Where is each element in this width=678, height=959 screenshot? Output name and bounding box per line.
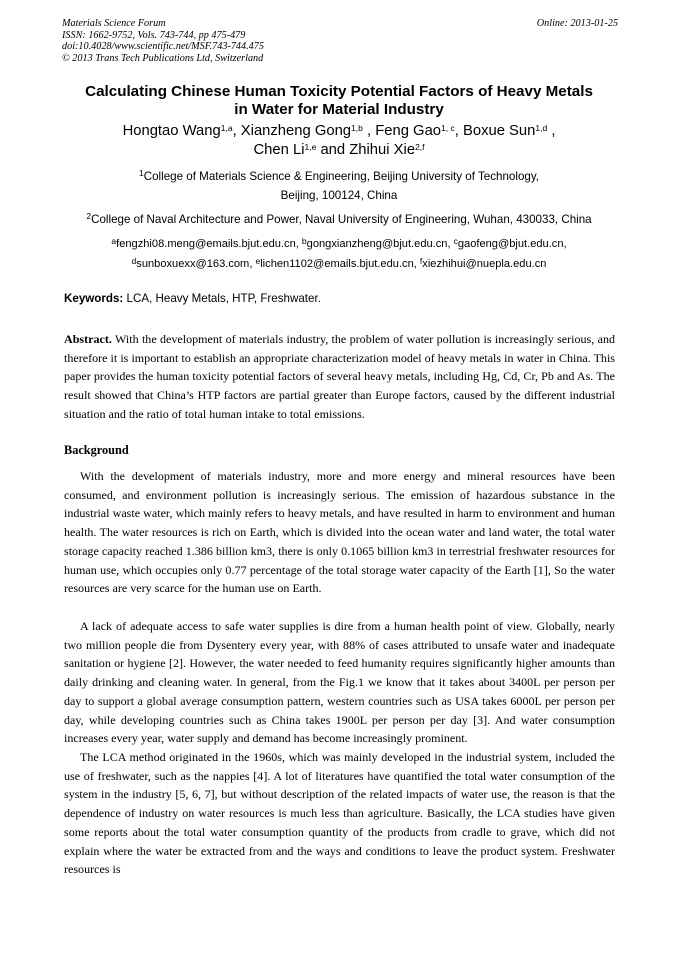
email-address[interactable]: gongxianzheng@bjut.edu.cn [306, 238, 448, 250]
journal-header [62, 18, 618, 64]
author-sup: 1,b [351, 123, 363, 133]
author-name: Boxue Sun [462, 123, 536, 139]
journal-name: Materials Science Forum [62, 18, 166, 29]
email-address[interactable]: gaofeng@bjut.edu.cn [457, 238, 564, 250]
author-name: Chen Li [253, 142, 305, 158]
issn-line: ISSN: 1662-9752, Vols. 743-744, pp 475-479 [62, 29, 246, 41]
email-mark: d [131, 255, 137, 266]
email-list [40, 235, 638, 274]
keywords-label: Keywords: [64, 292, 124, 305]
keywords [64, 292, 624, 306]
email-mark: f [419, 255, 423, 266]
email-mark: b [301, 236, 307, 246]
email-address[interactable]: lichen1102@emails.bjut.edu.cn [260, 257, 414, 270]
affiliation-mark: 2 [86, 211, 92, 221]
abstract [64, 330, 615, 424]
affiliation-mark: 1 [139, 168, 144, 178]
section-heading: Background [64, 443, 129, 457]
author-list [40, 122, 638, 160]
author-name: Zhihui Xie [349, 142, 416, 158]
keywords-text: LCA, Heavy Metals, HTP, Freshwater. [126, 292, 321, 305]
author-sup: 1, c [441, 123, 455, 133]
email-mark: c [453, 236, 458, 246]
email-mark: e [255, 255, 261, 266]
author-line-2: Chen Li$^{1,e}$ and Zhihui Xie$^{2,f}$ [253, 142, 425, 158]
author-sup: 1,d [535, 123, 548, 133]
email-address[interactable]: sunboxuexx@163.com [136, 257, 250, 270]
doi-line: doi:10.4028/www.scientific.net/MSF.743-744.475 [62, 41, 264, 53]
title-line-2: in Water for Material Industry [234, 100, 444, 118]
author-line-1: Hongtao Wang$^{1,a}$, Xianzheng Gong$^{1,b}$ , Feng Gao$^{1, c}$, Boxue Sun$^{1,d}$ , [122, 123, 556, 139]
body-paragraph-1 [64, 467, 615, 598]
affiliation-2 [40, 210, 638, 229]
author-name: Feng Gao [375, 123, 442, 139]
online-date: Online: 2013-01-25 [536, 18, 618, 29]
affiliation-text: Beijing, 100124, China [280, 189, 398, 202]
abstract-label: Abstract. [64, 332, 112, 346]
affiliation-1 [40, 167, 638, 205]
body-paragraph-2 [64, 617, 615, 748]
author-name: Xianzheng Gong [240, 123, 352, 139]
title-line-1: Calculating Chinese Human Toxicity Potential Factors of Heavy Metals [85, 83, 593, 100]
email-address[interactable]: fengzhi08.meng@emails.bjut.edu.cn [116, 238, 296, 250]
paper-title [40, 83, 638, 118]
paragraph-text: A lack of adequate access to safe water supplies is dire from a human health point of view. Globally, nearly two million people die from Dysentery every year, with 88% of cases attributed to unsafe water and inadequate sanitation or hygiene [2]. However, the water needed to feed humanity requires significantly higher amounts than daily drinking and cleaning water. In general, from the Fig.1 we know that it takes about 3400L per person per day to support a global average consumption pattern, western countries such as USA takes 6000L per person per day, while developing countries such as China takes 1900L per person per day [3]. And water consumption increases every year, water supply and demand has become increasingly prominent. [64, 619, 615, 746]
body-paragraph-3 [64, 748, 615, 879]
author-name: Hongtao Wang [122, 123, 221, 139]
author-sup: 1,a [220, 123, 233, 133]
author-sup: 1,e [304, 142, 317, 152]
copyright-line: © 2013 Trans Tech Publications Ltd, Switzerland [62, 52, 264, 64]
paragraph-text: The LCA method originated in the 1960s, which was mainly developed in the industrial system, included the use of freshwater, such as the nappies [4]. A lot of literatures have quantified the total water consumption of the system in the industry [5, 6, 7], but without description of the related impacts of water use, the reason is that the dependence of industry on water resources is much less than agriculture. Basically, the LCA studies have given some reports about the total water consumption quantity of the products from cradle to grave, which did not explain where the water be extracted from and the ways and conditions to leave the product system. Freshwater resources is [64, 750, 615, 877]
email-address[interactable]: xiezhihui@nuepla.edu.cn [422, 257, 547, 270]
author-sup: 2,f [415, 142, 425, 152]
abstract-text: With the development of materials industry, the problem of water pollution is increasingly serious, and therefore it is important to establish an appropriate characterization model of heavy metals in water in China. This paper provides the human toxicity potential factors of several heavy metals, including Hg, Cd, Cr, Pb and As. The result showed that China’s HTP factors are partial greater than Europe factors, caused by the different industrial situation and the ratio of total human intake to total emissions. [64, 332, 615, 421]
affiliation-text: College of Naval Architecture and Power, Naval University of Engineering, Wuhan, 430033, China [91, 213, 592, 226]
affiliation-text: College of Materials Science & Engineering, Beijing University of Technology, [143, 170, 539, 183]
paragraph-text: With the development of materials industry, more and more energy and mineral resources have been consumed, and environment pollution is increasingly serious. The emission of hazardous substance in the industrial waste water, which mainly refers to heavy metals, and have resulted in harm to environment and human health. The water resources is rich on Earth, which is divided into the ocean water and land water, the total water storage capacity reached 1.386 billion km3, there is only 0.1065 billion km3 in terrestrial freshwater resources for human use, which occupies only 0.77 percentage of the total storage water capacity of the Earth [1], So the water resources are very scarce for the human use on Earth. [64, 469, 615, 596]
email-mark: a [111, 236, 117, 246]
email-line-2: $^d$sunboxuexx@163.com, $^e$lichen1102@emails.bjut.edu.cn, $^f$xiezhihui@nuepla.edu.cn [131, 255, 547, 270]
email-line-1: $^a$fengzhi08.meng@emails.bjut.edu.cn, $^b$gongxianzheng@bjut.edu.cn, $^c$gaofeng@bjut.edu.cn, [111, 236, 567, 250]
